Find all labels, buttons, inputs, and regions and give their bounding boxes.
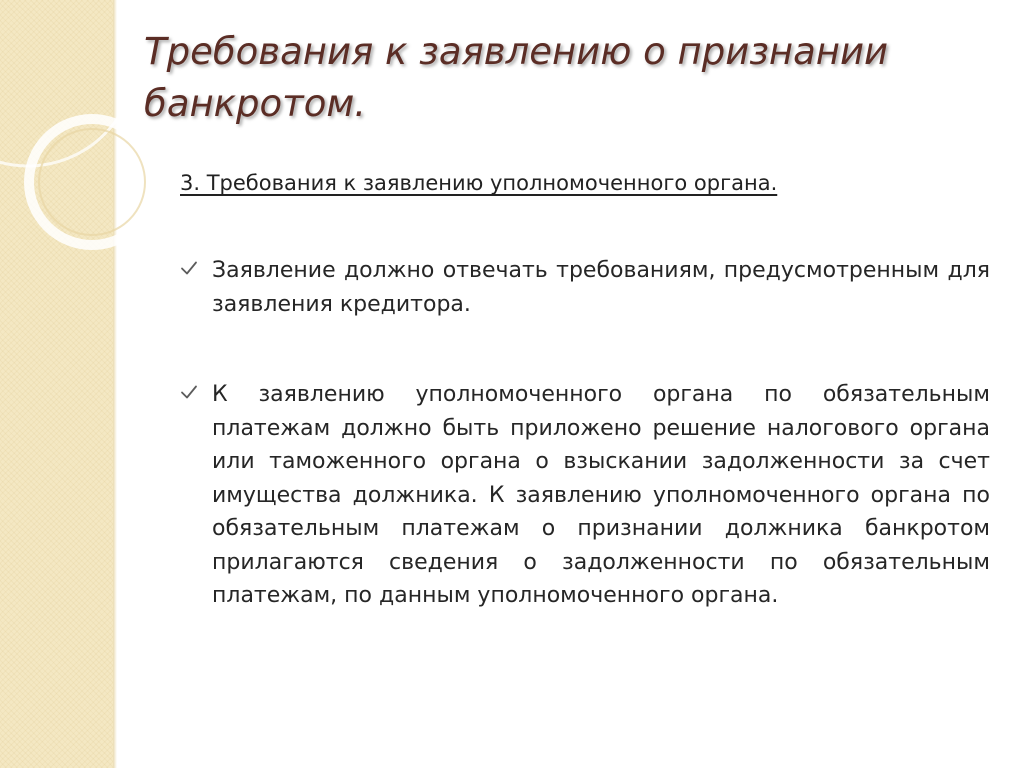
bullet-item [180,378,990,613]
bullet-item [180,254,990,321]
slide-title: Требования к заявлению о признании банкротом. [144,30,889,125]
bullet-text: К заявлению уполномоченного органа по обязательным платежам должно быть приложено решение налогового органа или таможенного органа о взыскании задолженности за счет имущества должника. К заявлению уполномоченного органа по обязательным платежам о признании должника банкротом прилагаются сведения о задолженности по обязательным платежам, по данным уполномоченного органа. [212,382,990,608]
checkmark-icon [180,383,198,401]
bullet-text: Заявление должно отвечать требованиям, предусмотренным для заявления кредитора. [212,258,990,317]
section-subheading: 3. Требования к заявлению уполномоченного органа. [180,171,778,195]
checkmark-icon [180,259,198,277]
decorative-circles [0,0,160,300]
bullet-list [180,254,990,670]
